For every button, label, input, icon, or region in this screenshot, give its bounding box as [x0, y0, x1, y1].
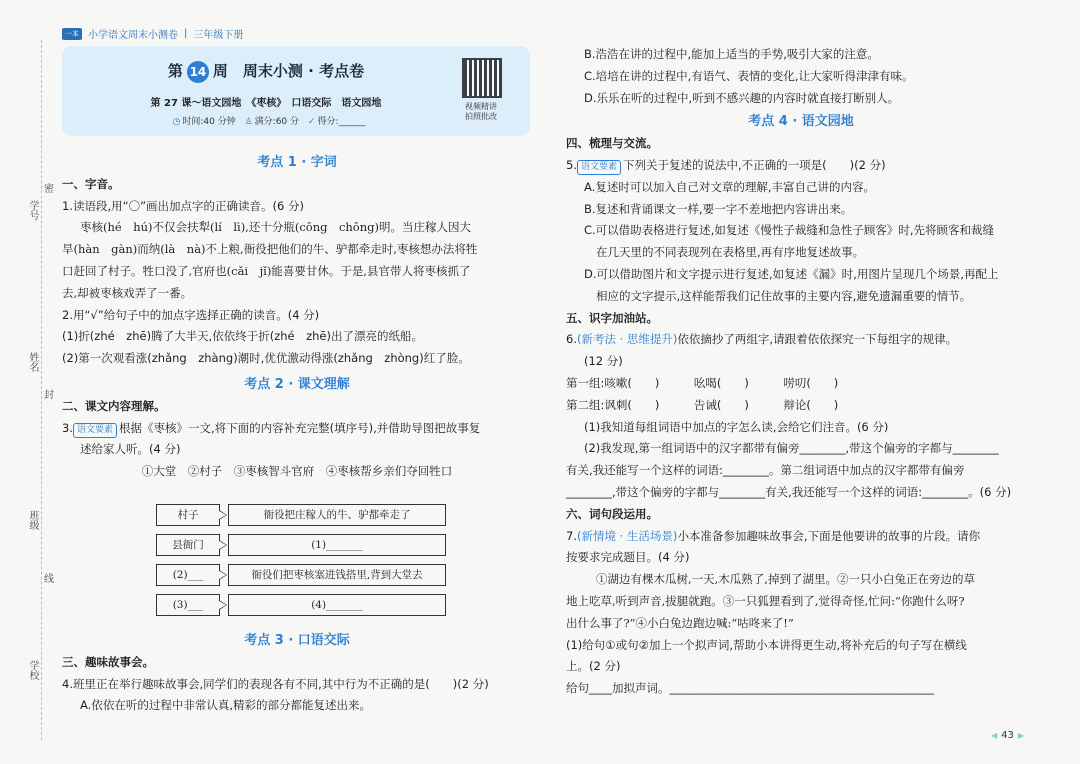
- flow-place-blank[interactable]: (3)___: [156, 594, 220, 616]
- flow-event: 衙役们把枣核塞进钱搭里,背到大堂去: [228, 564, 446, 586]
- cut-line: [41, 40, 42, 740]
- q4-option-c: C.培培在讲的过程中,有语气、表情的变化,让大家听得津津有味。: [584, 68, 914, 83]
- flow-row: [156, 534, 446, 556]
- label-school: 学校: [27, 660, 38, 680]
- flow-event-blank[interactable]: (4)_______: [228, 594, 446, 616]
- page-number-value: 43: [1001, 730, 1014, 741]
- left-column: [62, 152, 532, 483]
- kaodian-4-title: 考点 4 · 语文园地: [748, 114, 854, 130]
- q2-item-1: (1)折(zhé zhē)腾了大半天,依依终于折(zhé zhē)出了漂亮的纸船。: [62, 329, 423, 344]
- series-grade: 三年级下册: [193, 30, 244, 41]
- check-icon: ✓: [307, 117, 316, 127]
- q7-tag: (新情境 · 生活场景): [576, 528, 678, 543]
- flow-place: 县衙门: [156, 534, 220, 556]
- meta-row: [62, 114, 470, 127]
- qr-caption-2: 拍照批改: [465, 112, 497, 121]
- label-class: 班级: [27, 510, 38, 530]
- q7-passage-2: 地上吃草,听到声音,拔腿就跑。③一只狐狸看到了,觉得奇怪,忙问:“你跑什么呀?: [566, 593, 965, 608]
- subtitle: 第 27 课～语文园地 《枣核》 口语交际 语文园地: [150, 98, 382, 109]
- q1-passage-1: 枣核(hé hú)不仅会扶犁(lí lì),还十分瓶(cōng chōng)明。当庄稼人因大: [80, 220, 471, 235]
- q7-answer-line[interactable]: 给句____加拟声词。______________________________________________: [566, 681, 934, 696]
- section-3-heading: 三、趣味故事会。: [62, 654, 154, 669]
- q4-option-b: B.浩浩在讲的过程中,能加上适当的手势,吸引大家的注意。: [584, 47, 879, 61]
- section-5-heading: 五、识字加油站。: [566, 310, 658, 325]
- q7-passage-3: 出什么事了?”④小白兔边跑边喊:“咕咚来了!”: [566, 615, 794, 630]
- q5-option-c-1: C.可以借助表格进行复述,如复述《慢性子裁缝和急性子顾客》时,先将顾客和裁缝: [584, 223, 994, 238]
- q1-passage-2: 旱(hàn gàn)而纳(là nà)不上粮,衙役把他们的牛、驴都牵走时,枣核想办法将牲: [62, 242, 478, 257]
- label-student-id: 学号: [27, 200, 38, 220]
- q1-passage-4: 去,却被枣核戏弄了一番。: [62, 285, 193, 300]
- q5-option-b: B.复述和背诵课文一样,要一字不差地把内容讲出来。: [584, 201, 853, 216]
- q6-sub-2a[interactable]: (2)我发现,第一组词语中的汉字都带有偏旁________,带这个偏旁的字都与________: [584, 441, 999, 456]
- q7-passage-1: ①湖边有棵木瓜树,一天,木瓜熟了,掉到了湖里。②一只小白兔正在旁边的草: [596, 572, 975, 587]
- cut-mark-mi: 密: [44, 184, 54, 195]
- story-flowchart: [156, 504, 446, 624]
- q5-tag: 语文要素: [577, 160, 621, 175]
- page-number: [987, 730, 1028, 741]
- flow-row: [156, 594, 446, 616]
- kaodian-3-title: 考点 3 · 口语交际: [244, 633, 350, 648]
- section-4-heading: 四、梳理与交流。: [566, 136, 658, 151]
- q6-sub-2b[interactable]: 有关,我还能写一个这样的词语:________。第二组词语中加点的汉字都带有偏旁: [566, 463, 965, 478]
- q4-option-d: D.乐乐在听的过程中,听到不感兴趣的内容时就直接打断别人。: [584, 90, 900, 105]
- qr-code-icon: [462, 58, 502, 98]
- q6-sub-1: (1)我知道每组词语中加点的字怎么读,会给它们注音。(6 分): [584, 419, 889, 434]
- q7-sub-1b: 上。(2 分): [566, 659, 621, 674]
- cut-mark-xian: 线: [44, 574, 54, 585]
- flow-place: 村子: [156, 504, 220, 526]
- qr-caption: [454, 102, 508, 122]
- q5-option-d-1: D.可以借助图片和文字提示进行复述,如复述《漏》时,用图片呈现几个场景,再配上: [584, 266, 999, 281]
- q5-option-a: A.复述时可以加入自己对文章的理解,丰富自己讲的内容。: [584, 179, 875, 194]
- q3-tag: 语文要素: [73, 423, 117, 438]
- flow-event-blank[interactable]: (1)_______: [228, 534, 446, 556]
- series-logo: 一本: [62, 28, 82, 40]
- cut-mark-feng: 封: [44, 390, 54, 401]
- week-prefix: 第: [167, 62, 183, 80]
- q4-option-a: A.依依在听的过程中非常认真,精彩的部分都能复述出来。: [80, 698, 371, 713]
- kaodian-2-title: 考点 2 · 课文理解: [244, 376, 350, 392]
- q5-option-d-2: 相应的文字提示,这样能帮我们记住故事的主要内容,避免遗漏重要的情节。: [596, 288, 972, 303]
- flow-row: [156, 504, 446, 526]
- binding-margin: [0, 40, 56, 760]
- section-2-heading: 二、课文内容理解。: [62, 398, 166, 413]
- flow-place-blank[interactable]: (2)___: [156, 564, 220, 586]
- q5-number: 5.: [566, 157, 577, 172]
- q7-sub-1: (1)给句①或句②加上一个拟声词,帮助小本讲得更生动,将补充后的句子写在横线: [566, 637, 967, 652]
- title-rest: 周 周末小测 · 考点卷: [212, 62, 365, 80]
- score-field: 得分:______: [317, 117, 366, 127]
- section-6-heading: 六、词句段运用。: [566, 506, 658, 521]
- clock-icon: ◷: [172, 117, 181, 127]
- page-title: [62, 60, 470, 83]
- left-column-bottom: [62, 630, 532, 717]
- q3-options: ①大堂 ②村子 ③枣核智斗官府 ④枣核帮乡亲们夺回牲口: [141, 464, 453, 479]
- q6-stem: [566, 329, 1036, 351]
- next-arrow-icon: ▶: [1017, 731, 1024, 740]
- q3-stem: 3. 语文要素 根据《枣核》一文,将下面的内容补充完整(填序号),并借助导图把故事复: [62, 418, 532, 440]
- flow-event: 衙役把庄稼人的牛、驴都牵走了: [228, 504, 446, 526]
- time-limit: 时间:40 分钟: [182, 117, 236, 127]
- prev-arrow-icon: ◀: [990, 731, 998, 740]
- q7-number: 7.: [566, 528, 577, 543]
- series-name: 小学语文周末小测卷: [88, 30, 178, 41]
- q6-number: 6.: [566, 332, 577, 347]
- right-column: [566, 44, 1036, 700]
- q3-text: 根据《枣核》一文,将下面的内容补充完整(填序号),并借助导图把故事复: [119, 420, 481, 435]
- q6-sub-2c[interactable]: ________,带这个偏旁的字都与________有关,我还能写一个这样的词语:________。(6 分): [566, 484, 1012, 499]
- q6-text: 依依摘抄了两组字,请跟着依依探究一下每组字的规律。: [677, 332, 958, 347]
- q1-passage-3: 口赶回了村子。牲口没了,官府也(cǎi jǐ)能喜要甘休。于是,县官带人将枣核抓了: [62, 263, 471, 278]
- person-icon: ♙: [244, 117, 253, 127]
- q2-stem: 2.用“√”给句子中的加点字选择正确的读音。(4 分): [62, 307, 320, 322]
- series-header: [62, 26, 243, 41]
- q6-score: (12 分): [584, 354, 623, 369]
- q6-group-1[interactable]: 第一组:咳嗽( ) 吆喝( ) 唠叨( ): [566, 375, 839, 390]
- full-score: 满分:60 分: [254, 117, 300, 127]
- header-card: [62, 46, 530, 136]
- q1-stem: 1.读语段,用“〇”画出加点字的正确读音。(6 分): [62, 198, 304, 213]
- q6-tag: (新考法 · 思维提升): [576, 332, 678, 347]
- flow-row: [156, 564, 446, 586]
- q5-stem: [566, 155, 1036, 177]
- q7-stem-2: 按要求完成题目。(4 分): [566, 550, 690, 565]
- q7-text: 小本准备参加趣味故事会,下面是他要讲的故事的片段。请你: [677, 528, 981, 543]
- q3-stem-2: 述给家人听。(4 分): [80, 442, 181, 457]
- section-1-heading: 一、字音。: [62, 176, 120, 191]
- qr-caption-1: 视频精讲: [465, 102, 497, 111]
- q4-stem: 4.班里正在举行趣味故事会,同学们的表现各有不同,其中行为不正确的是( )(2 分): [62, 676, 489, 691]
- label-name: 姓名: [27, 352, 38, 372]
- q5-text: 下列关于复述的说法中,不正确的一项是( )(2 分): [623, 157, 886, 172]
- series-divider: |: [184, 28, 188, 39]
- week-number-badge: 14: [187, 61, 209, 83]
- q7-stem: [566, 526, 1036, 548]
- q5-option-c-2: 在几天里的不同表现列在表格里,再有序地复述故事。: [596, 245, 865, 260]
- q6-group-2[interactable]: 第二组:讽刺( ) 告诫( ) 辩论( ): [566, 397, 839, 412]
- kaodian-1-title: 考点 1 · 字词: [257, 155, 337, 170]
- q2-item-2: (2)第一次观看涨(zhǎng zhàng)潮时,优优激动得涨(zhǎng zhòng)红了脸。: [62, 351, 470, 366]
